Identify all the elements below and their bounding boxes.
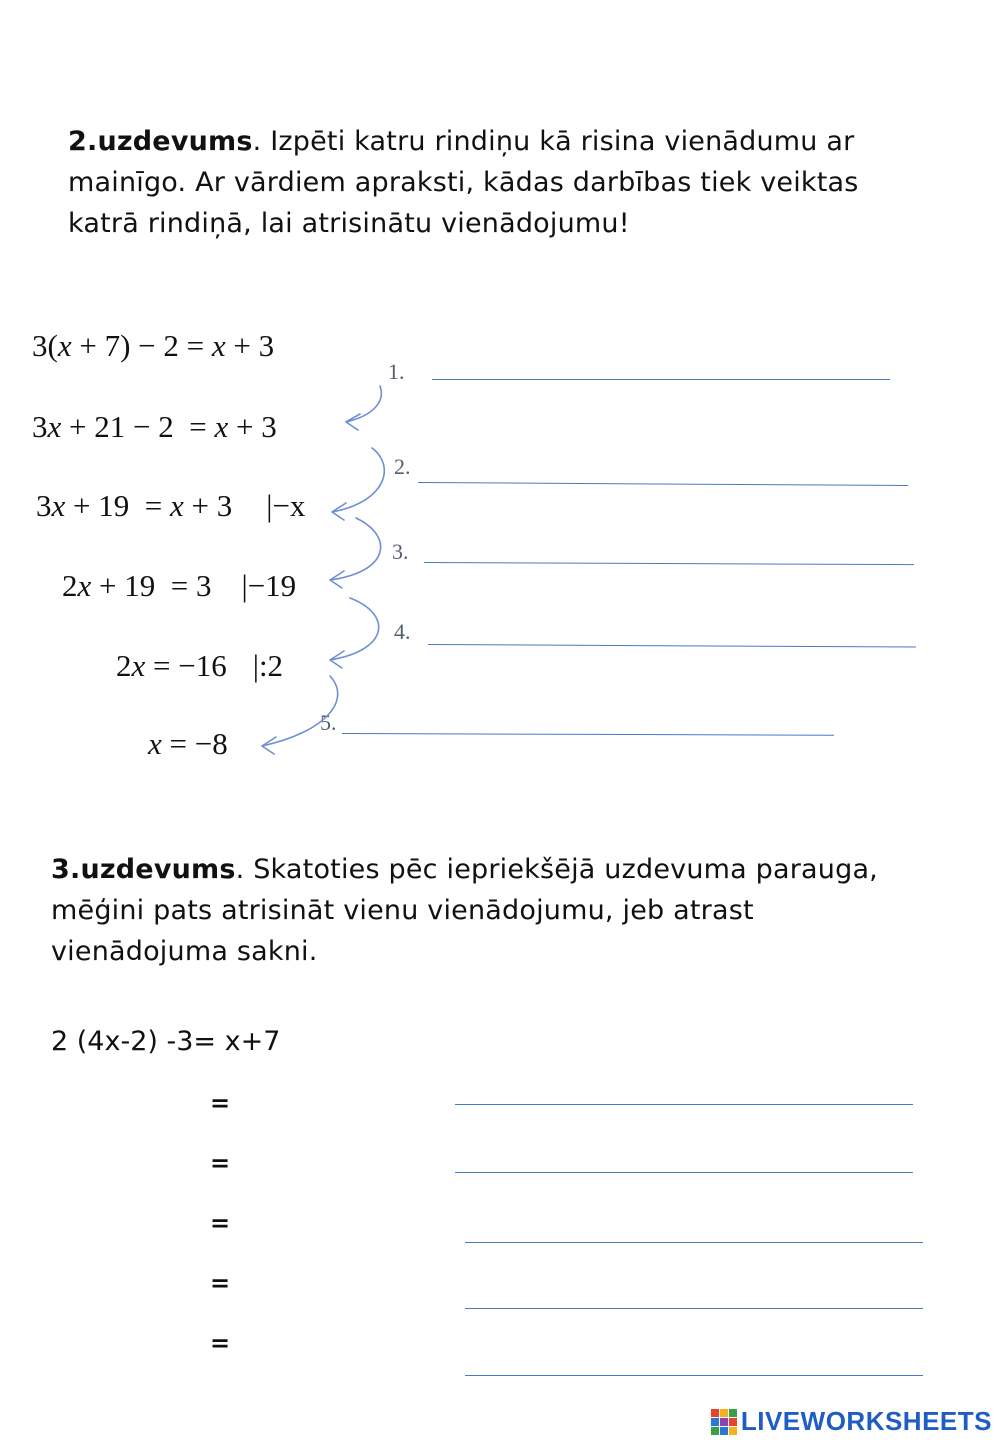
- task2-text: . Izpēti katru rindiņu kā risina vienādumu ar mainīgo. Ar vārdiem apraksti, kādas darbības tiek veiktas katrā rindiņā, lai atrisinātu vienādojumu!: [68, 126, 859, 239]
- equals-sign-5: =: [210, 1329, 231, 1357]
- task3-answer-line-3[interactable]: [465, 1242, 923, 1243]
- arrow-2: [332, 448, 384, 520]
- step-number-5: 5.: [320, 710, 337, 735]
- task3-answer-line-5[interactable]: [465, 1375, 923, 1376]
- task3-equation: 2 (4x-2) -3= x+7: [51, 1026, 281, 1057]
- equation-step-3-part: x: [169, 488, 184, 523]
- equation-step-1-part: x: [211, 328, 226, 363]
- equation-step-3-operation: |−x: [266, 488, 306, 523]
- equation-step-3-part: x: [51, 488, 66, 523]
- task2-title: 2.uzdevums: [68, 126, 253, 157]
- equation-step-3-part: 3: [36, 488, 52, 523]
- task3-text: . Skatoties pēc iepriekšējā uzdevuma parauga, mēģini pats atrisināt vienu vienādojumu, jeb atrast vienādojuma sakni.: [51, 854, 878, 967]
- task3-answer-line-1[interactable]: [455, 1104, 913, 1105]
- equals-sign-3: =: [210, 1209, 231, 1237]
- equation-step-2-part: 3: [32, 409, 48, 444]
- equation-step-1-part: 3(: [32, 328, 58, 363]
- step-number-2: 2.: [394, 454, 411, 479]
- equation-step-5-part: 2: [116, 648, 132, 683]
- arrow-3: [330, 518, 381, 588]
- equals-sign-4: =: [210, 1269, 231, 1297]
- task3-title: 3.uzdevums: [51, 854, 236, 885]
- logo-icon: [711, 1409, 737, 1435]
- equals-sign-1: =: [210, 1089, 231, 1117]
- equation-step-4-operation: |−19: [241, 568, 297, 603]
- equation-step-6-part: x: [148, 726, 162, 761]
- equation-step-5-operation: |:2: [252, 648, 284, 683]
- equation-step-4-part: + 19 = 3: [91, 568, 212, 603]
- equation-step-2-part: x: [47, 409, 62, 444]
- task3-answer-line-4[interactable]: [465, 1308, 923, 1309]
- task3-answer-line-2[interactable]: [455, 1172, 913, 1173]
- arrow-5: [262, 676, 338, 754]
- liveworksheets-logo: [711, 1406, 992, 1437]
- equation-step-5-part: x: [131, 648, 146, 683]
- arrow-4: [330, 598, 379, 668]
- task3-instructions: [51, 849, 901, 972]
- logo-text: LIVEWORKSHEETS: [740, 1406, 992, 1436]
- equals-sign-2: =: [210, 1149, 231, 1177]
- equation-step-2-part: + 3: [228, 409, 277, 444]
- equation-step-2-part: x: [214, 409, 229, 444]
- step-number-1: 1.: [388, 359, 405, 384]
- equation-step-4-part: 2: [62, 568, 78, 603]
- equation-step-2-part: + 21 − 2 =: [61, 409, 215, 444]
- arrow-1: [346, 386, 381, 430]
- equation-step-4-part: x: [77, 568, 92, 603]
- equation-step-3-part: + 3: [183, 488, 233, 523]
- equation-step-5-part: = −16: [145, 648, 227, 683]
- equation-step-1-part: + 3: [225, 328, 275, 363]
- step-number-4: 4.: [394, 619, 411, 644]
- equation-step-6-part: = −8: [161, 726, 228, 761]
- equation-step-1-part: x: [57, 328, 72, 363]
- equation-step-3-part: + 19 =: [65, 488, 170, 523]
- step-number-3: 3.: [392, 539, 409, 564]
- equation-step-1-part: + 7) − 2 =: [71, 328, 212, 363]
